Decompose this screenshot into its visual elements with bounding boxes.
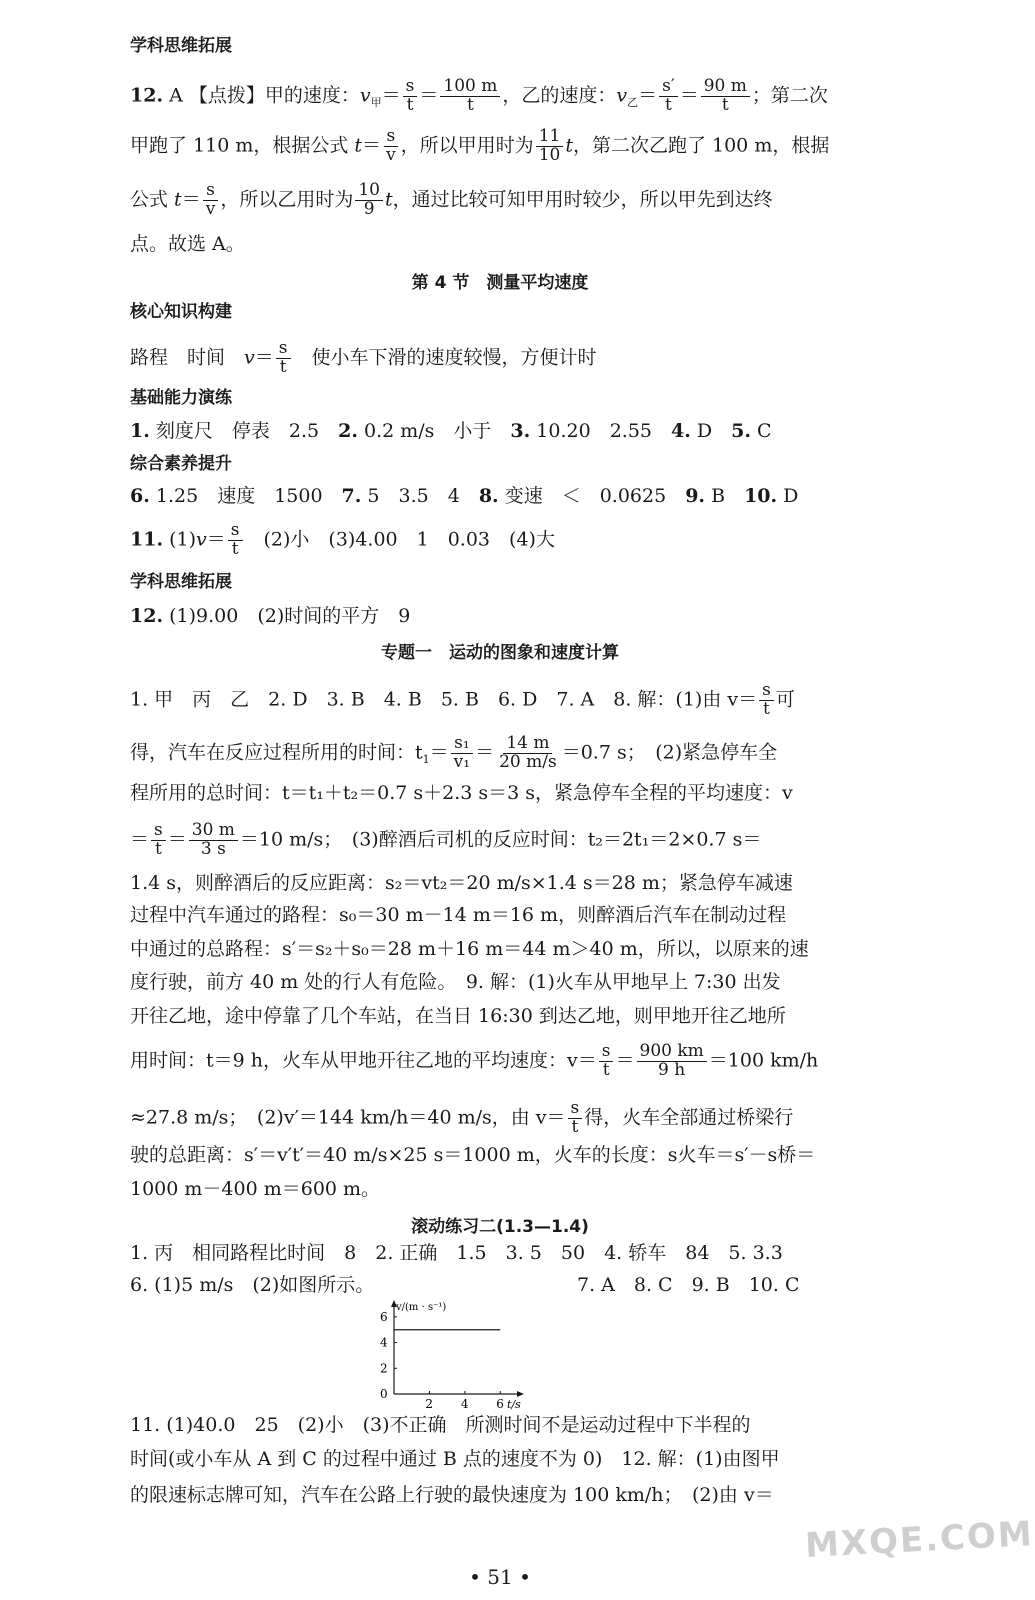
x-axis-arrow [517,1391,524,1397]
rolling-line-4: 时间(或小车从 A 到 C 的过程中通过 B 点的速度不为 0) 12. 解：(1)由图甲 [130,1448,780,1470]
section-title-topic-1: 专题一 运动的图象和速度计算 [381,643,619,663]
core-knowledge-answers: 路程 时间 v＝ $\frac{s}{t}$ 使小车下滑的速度较慢，方便计时 [130,338,597,377]
y-axis-label: v/(m · s⁻¹) [396,1302,447,1313]
section-title-rolling-2: 滚动练习二(1.3—1.4) [411,1217,589,1237]
rolling-line-2a: 6. (1)5 m/s (2)如图所示。 [130,1274,375,1296]
origin-label: 0 [380,1387,388,1401]
rolling-line-2b: 7. A 8. C 9. B 10. C [577,1274,800,1296]
answer-11: 11. (1)v＝ $\frac{s}{t}$ (2)小 (3)4.00 1 0.03 (4)大 [130,520,555,559]
q12-line-3: 公式 t＝ $\frac{s}{v}$ ，所以乙用时为 $\frac{10}{9}$ t，通过比较可知甲用时较少，所以甲先到达终 [130,180,773,219]
x-tick-label: 2 [425,1397,434,1411]
rolling-line-1: 1. 丙 相同路程比时间 8 2. 正确 1.5 3. 5 50 4. 轿车 84 5. 3.3 [130,1242,783,1264]
section-heading-thinking: 学科思维拓展 [130,36,232,56]
topic1-line-7: 中通过的总路程：s′＝s₂＋s₀＝28 m＋16 m＝44 m＞40 m，所以，以原来的速 [130,938,809,960]
y-tick-label: 4 [380,1335,388,1350]
topic1-line-3: 程所用的总时间：t＝t₁＋t₂＝0.7 s＋2.3 s＝3 s，紧急停车全程的平均速度：v [130,782,793,804]
x-tick-label: 6 [496,1397,504,1411]
velocity-time-chart [360,1298,530,1413]
y-tick-label: 2 [380,1361,388,1376]
page-number: • 51 • [469,1565,531,1589]
topic1-line-4: ＝ $\frac{s}{t}$ ＝ $\frac{30 m}{3 s}$ ＝10 m/s； (3)醉酒后司机的反应时间：t₂＝2t₁＝2×0.7 s＝ [130,820,762,859]
topic1-line-1: 1. 甲 丙 乙 2. D 3. B 4. B 5. B 6. D 7. A 8. 解：(1)由 v＝ $\frac{s}{t}$ 可 [130,680,795,719]
rolling-line-3: 11. (1)40.0 25 (2)小 (3)不正确 所测时间不是运动过程中下半程的 [130,1414,751,1436]
topic1-line-2: 得，汽车在反应过程所用的时间：$t_1=$ $\frac{\text{s₁}}{\text{v₁}}$ ＝ $\frac{14 m}{20 m/s}$ ＝0.7 s； (2)紧急停车全 [130,733,778,772]
topic1-line-8: 度行驶，前方 40 m 处的行人有危险。 9. 解：(1)火车从甲地早上 7:30 出发 [130,971,781,993]
x-axis-label: t/s [507,1398,521,1411]
heading-thinking-2: 学科思维拓展 [130,572,232,592]
q12-line-2: 甲跑了 110 m，根据公式 t＝ $\frac{s}{v}$ ，所以甲用时为 $\frac{11}{10}$ t，第二次乙跑了 100 m，根据 [130,126,830,165]
q12-line-1: 12. A 【点拨】甲的速度：$v_甲=$ $\frac{s}{t}$ ＝ $\frac{100 m}{t}$ ，乙的速度：$v_乙=$ $\frac{s'}{t}$ ＝ $\frac{90 m}{t}$ ；第二次 [130,76,828,115]
comprehensive-answers: 6. 1.25 速度 1500 7. 5 3.5 4 8. 变速 ＜ 0.0625 9. B 10. D [130,485,799,507]
rolling-line-5: 的限速标志牌可知，汽车在公路上行驶的最快速度为 100 km/h； (2)由 v＝ [130,1484,774,1506]
topic1-line-5: 1.4 s，则醉酒后的反应距离：s₂＝vt₂＝20 m/s×1.4 s＝28 m；紧急停车减速 [130,872,793,894]
answer-12: 12. (1)9.00 (2)时间的平方 9 [130,605,411,627]
section-title-lesson-4: 第 4 节 测量平均速度 [411,273,589,293]
y-tick-label: 6 [380,1309,388,1324]
x-tick-label: 4 [460,1397,469,1411]
topic1-line-9: 开往乙地，途中停靠了几个车站，在当日 16:30 到达乙地，则甲地开往乙地所 [130,1005,786,1027]
topic1-line-10: 用时间：t＝9 h，火车从甲地开往乙地的平均速度：v＝ $\frac{s}{t}$ ＝ $\frac{900 km}{9 h}$ ＝100 km/h [130,1041,819,1080]
topic1-line-13: 1000 m－400 m＝600 m。 [130,1178,381,1200]
heading-comprehensive: 综合素养提升 [130,454,232,474]
topic1-line-6: 过程中汽车通过的路程：s₀＝30 m－14 m＝16 m，则醉酒后汽车在制动过程 [130,904,787,926]
heading-basic-practice: 基础能力演练 [130,388,232,408]
topic1-line-12: 驶的总距离：s′＝v′t′＝40 m/s×25 s＝1000 m，火车的长度：s火车＝s′－s桥＝ [130,1144,816,1166]
topic1-line-11: ≈27.8 m/s； (2)v′＝144 km/h＝40 m/s，由 v＝ $\frac{s}{t}$ 得，火车全部通过桥梁行 [130,1098,794,1137]
watermark: MXQE.COM [804,1514,1035,1566]
q12-line-4: 点。故选 A。 [130,233,245,255]
heading-core-knowledge: 核心知识构建 [130,302,232,322]
basic-practice-answers: 1. 刻度尺 停表 2.5 2. 0.2 m/s 小于 3. 10.20 2.55 4. D 5. C [130,420,772,442]
